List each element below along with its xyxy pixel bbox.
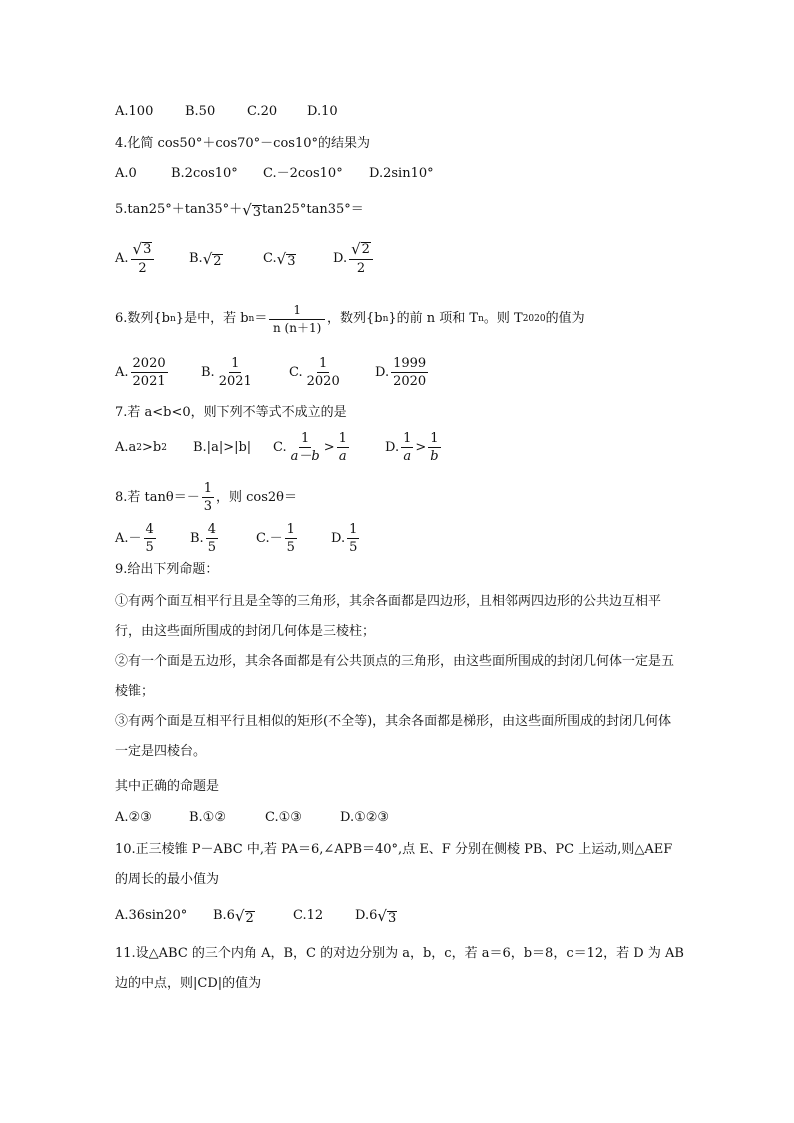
q6-stem-fraction	[269, 304, 325, 334]
q8-option-b-num: 4	[207, 522, 216, 537]
q10-option-b-label: B.6	[213, 908, 235, 923]
q7-option-a-text-2: >b	[142, 439, 162, 455]
q5-option-d-label: D.	[333, 250, 348, 266]
q7-option-c-den-2: a	[338, 449, 347, 464]
q6-option-b	[201, 357, 289, 388]
q8-option-b-den: 5	[207, 540, 216, 555]
q5-sqrt-value: 3	[252, 205, 262, 220]
q9-tail: 其中正确的命题是	[115, 779, 220, 794]
q9-option-d: D.①②③	[340, 810, 390, 825]
q8-option-c-num: 1	[286, 522, 295, 537]
q6-option-d-label: D.	[375, 364, 390, 380]
q10-option-d: D.6 √ 3	[355, 907, 397, 926]
q7-option-c	[273, 432, 385, 463]
q8-option-b-label: B.	[190, 530, 204, 546]
q7-option-a-text-1: A.a	[115, 439, 137, 455]
q7-options	[115, 432, 443, 463]
q8-option-a-num: 4	[145, 522, 154, 537]
q3-option-b: B.50	[185, 104, 216, 119]
q5-option-a-root: 3	[143, 242, 152, 257]
q8-option-c-label: C.－	[256, 530, 283, 546]
q6-option-a-num: 2020	[132, 356, 166, 371]
q8-stem	[115, 482, 297, 513]
q6-text-2: }是中，若 b	[175, 311, 249, 326]
q3-option-c: C.20	[247, 104, 278, 119]
q10-options	[115, 906, 397, 926]
q8-option-b	[190, 523, 256, 554]
q5-option-c-label: C.	[263, 250, 277, 266]
q5-option-d-root: 2	[361, 242, 370, 257]
q7-option-a-sup-1: 2	[136, 442, 143, 453]
q6-option-c-den: 2020	[306, 374, 340, 389]
q8-option-d-num: 1	[349, 522, 358, 537]
q6-option-d-num: 1999	[393, 356, 427, 371]
q11-line-2: 边的中点，则|CD|的值为	[115, 976, 262, 991]
q7-option-d-label: D.	[385, 439, 400, 455]
q6-options	[115, 357, 430, 388]
q6-option-a-den: 2021	[132, 374, 166, 389]
q10-option-d-root: 3	[387, 911, 397, 926]
q8-option-d-den: 5	[349, 540, 358, 555]
q6-option-c	[289, 357, 375, 388]
q6-text-1: 6.数列{b	[115, 311, 170, 326]
q3-option-d: D.10	[307, 104, 338, 119]
q7-option-d-den-2: b	[430, 449, 439, 464]
q6-option-a-label: A.	[115, 364, 129, 380]
q8-option-c	[256, 523, 331, 554]
q5-stem-text-1: 5.tan25°＋tan35°＋	[115, 202, 243, 217]
q8-text-2: ，则 cos2θ＝	[216, 489, 298, 505]
q6-option-a	[115, 357, 201, 388]
q5-options	[115, 242, 375, 275]
q5-option-b-root: 2	[213, 253, 222, 269]
q9-options	[115, 808, 389, 828]
q4-stem: 4.化简 cos50°＋cos70°－cos10°的结果为	[115, 136, 370, 151]
q6-sub-5: 2020	[522, 314, 546, 324]
q7-option-c-num-2: 1	[338, 431, 347, 446]
q6-sub-2: n	[248, 314, 255, 324]
q6-sub-1: n	[170, 314, 176, 324]
q6-sub-3: n	[382, 314, 389, 324]
q6-sub-4: n	[478, 314, 484, 324]
q8-option-c-den: 5	[286, 540, 295, 555]
q4-option-c: C.－2cos10°	[263, 166, 343, 181]
q5-option-d-den: 2	[356, 261, 366, 276]
q10-option-d-label: D.6	[355, 908, 378, 923]
q6-stem-frac-num: 1	[269, 304, 325, 320]
q3-option-a: A.100	[115, 104, 154, 119]
q5-stem	[115, 200, 364, 220]
q8-text-1: 8.若 tanθ＝－	[115, 489, 200, 505]
q4-option-b: B.2cos10°	[171, 166, 238, 181]
q4-option-d: D.2sin10°	[369, 166, 434, 181]
q3-options	[115, 102, 338, 122]
q8-option-a-den: 5	[145, 540, 154, 555]
q6-option-b-num: 1	[231, 356, 240, 371]
q7-option-d-den: a	[403, 449, 412, 464]
q8-option-d-label: D.	[331, 530, 346, 546]
q10-line-1: 10.正三棱锥 P－ABC 中,若 PA＝6,∠APB＝40°,点 E、F 分别在侧棱 PB、PC 上运动,则△AEF	[115, 842, 673, 857]
q7-option-c-num: 1	[301, 431, 310, 446]
q5-option-b-label: B.	[189, 250, 203, 266]
q6-option-d-den: 2020	[393, 374, 427, 389]
q7-option-d-num-2: 1	[430, 431, 439, 446]
q5-sqrt: √ 3	[242, 201, 262, 220]
q8-frac-num: 1	[203, 481, 212, 496]
q6-option-b-den: 2021	[218, 374, 252, 389]
q7-option-d	[385, 432, 443, 463]
q6-option-c-num: 1	[319, 356, 328, 371]
q8-option-d	[331, 523, 361, 554]
q5-option-a-fraction: √ 3 2	[131, 242, 155, 275]
q7-option-d-num: 1	[403, 431, 412, 446]
q9-option-c: C.①③	[265, 810, 302, 825]
q10-line-2: 的周长的最小值为	[115, 872, 220, 887]
q7-option-a-sup-2: 2	[161, 442, 167, 453]
q4-options	[115, 164, 434, 184]
q6-text-4: ，数列{b	[326, 311, 383, 326]
q5-option-c-root: 3	[287, 253, 296, 269]
q6-stem-frac-den: n (n＋1)	[273, 321, 322, 335]
q5-option-a-label: A.	[115, 250, 129, 266]
q10-option-b-root: 2	[245, 911, 254, 926]
q9-stem: 9.给出下列命题：	[115, 562, 219, 577]
q6-text-6: 。则 T	[483, 311, 523, 326]
q7-option-a	[115, 438, 193, 458]
q5-option-a	[115, 242, 189, 275]
q5-option-c: C. √ 3	[263, 249, 296, 269]
q5-option-a-den: 2	[138, 261, 147, 276]
q7-option-b: B.|a|>|b|	[193, 439, 252, 455]
q6-text-5: }的前 n 项和 T	[388, 311, 479, 326]
q6-text-3: ＝	[254, 311, 268, 326]
q7-option-d-gt: >	[415, 439, 427, 455]
q9-option-a: A.②③	[115, 810, 152, 825]
q6-text-7: 的值为	[545, 311, 585, 326]
q8-option-a	[115, 523, 190, 554]
q10-option-a: A.36sin20°	[115, 908, 188, 923]
q8-option-a-label: A.－	[115, 530, 142, 546]
q8-frac-den: 3	[203, 499, 212, 514]
q6-option-c-label: C.	[289, 364, 303, 380]
q10-option-c: C.12	[293, 908, 324, 923]
q5-option-b: B. √ 2	[189, 249, 222, 269]
q5-stem-text-2: tan25°tan35°＝	[262, 202, 364, 217]
q5-option-d-fraction: √ 2 2	[349, 242, 373, 275]
q10-option-b: B.6 √ 2	[213, 907, 254, 926]
q6-option-d	[375, 357, 430, 388]
q8-options	[115, 523, 361, 554]
q5-option-d	[333, 242, 375, 275]
q9-proposition-2: ②有一个面是五边形，其余各面都是有公共顶点的三角形，由这些面所围成的封闭几何体一定是五棱锥；	[115, 654, 675, 699]
q7-option-c-den: a－b	[290, 449, 320, 464]
q4-option-a: A.0	[115, 166, 137, 181]
q7-stem: 7.若 a<b<0，则下列不等式不成立的是	[115, 405, 347, 420]
q9-proposition-3: ③有两个面是互相平行且相似的矩形(不全等)，其余各面都是梯形，由这些面所围成的封闭几何体一定是四棱台。	[115, 714, 672, 759]
q9-option-b: B.①②	[189, 810, 226, 825]
q7-option-c-label: C.	[273, 439, 287, 455]
q6-stem	[115, 304, 585, 334]
q11-line-1: 11.设△ABC 的三个内角 A，B，C 的对边分别为 a，b，c，若 a＝6，b＝8，c＝12，若 D 为 AB	[115, 946, 684, 961]
q9-proposition-1: ①有两个面互相平行且是全等的三角形，其余各面都是四边形，且相邻两四边形的公共边互相平行，由这些面所围成的封闭几何体是三棱柱；	[115, 594, 662, 639]
q6-option-b-label: B.	[201, 364, 215, 380]
q7-option-c-gt: >	[323, 439, 335, 455]
